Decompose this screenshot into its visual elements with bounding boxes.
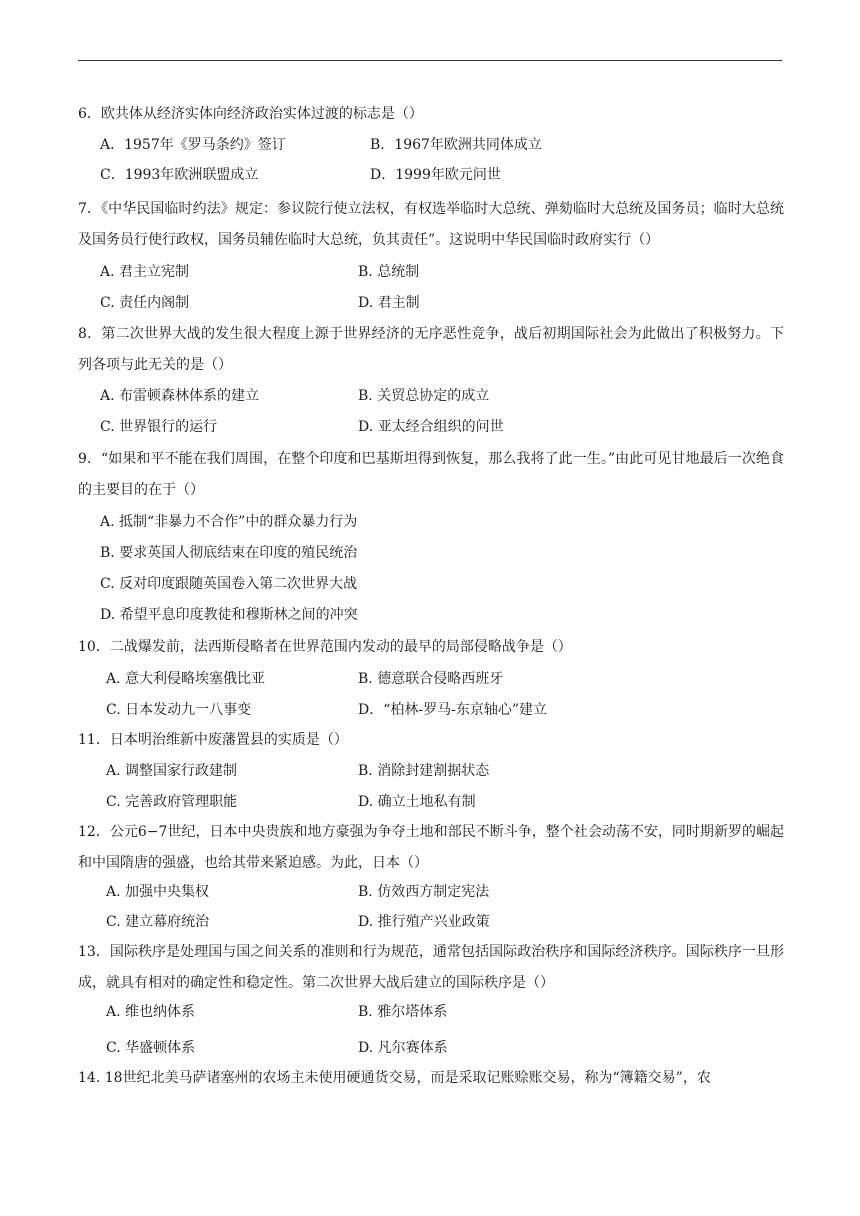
question-13-option-c: C. 华盛顿体系 xyxy=(106,1040,196,1056)
question-12-option-d: D. 推行殖产兴业政策 xyxy=(358,914,490,930)
question-10-stem: 10．二战爆发前，法西斯侵略者在世界范围内发动的最早的局部侵略战争是（） xyxy=(78,639,572,655)
question-14-stem: 14. 18世纪北美马萨诸塞州的农场主未使用硬通货交易，而是采取记账赊账交易，称为“簿籍交易”，农 xyxy=(78,1070,711,1086)
question-9-option-b: B. 要求英国人彻底结束在印度的殖民统治 xyxy=(100,545,358,561)
question-7-option-d: D. 君主制 xyxy=(358,295,420,311)
question-11-option-a: A. 调整国家行政建制 xyxy=(106,763,238,779)
question-11-option-c: C. 完善政府管理职能 xyxy=(106,794,238,810)
question-13-stem: 13．国际秩序是处理国与国之间关系的准则和行为规范，通常包括国际政治秩序和国际经济秩序。国际秩序一旦形成，就具有相对的确定性和稳定性。第二次世界大战后建立的国际秩序是（） xyxy=(78,944,784,991)
question-8-option-b: B. 关贸总协定的成立 xyxy=(358,388,490,404)
question-8-option-c: C. 世界银行的运行 xyxy=(100,419,218,435)
question-7-option-b: B. 总统制 xyxy=(358,264,420,280)
question-9-option-c: C. 反对印度跟随英国卷入第二次世界大战 xyxy=(100,576,358,592)
question-13-option-b: B. 雅尔塔体系 xyxy=(358,1004,448,1020)
question-9-option-d: D. 希望平息印度教徒和穆斯林之间的冲突 xyxy=(100,607,358,623)
question-10-option-a: A. 意大利侵略埃塞俄比亚 xyxy=(106,671,266,687)
question-7-option-c: C. 责任内阁制 xyxy=(100,295,190,311)
question-12-stem: 12．公元6−7世纪，日本中央贵族和地方豪强为争夺土地和部民不断斗争，整个社会动荡不安，同时期新罗的崛起和中国隋唐的强盛，也给其带来紧迫感。为此，日本（） xyxy=(78,824,784,871)
question-7-stem: 7．《中华民国临时约法》规定：参议院行使立法权，有权选举临时大总统、弹劾临时大总统及国务员；临时大总统及国务员行使行政权，国务员辅佐临时大总统，负其责任”。这说明中华民国临时政府实行（） xyxy=(78,201,784,248)
question-9-option-a: A. 抵制“非暴力不合作”中的群众暴力行为 xyxy=(100,514,358,530)
question-11-stem: 11．日本明治维新中废藩置县的实质是（） xyxy=(78,732,348,748)
question-6-option-d: D．1999年欧元问世 xyxy=(370,167,501,183)
header-rule xyxy=(78,60,782,61)
question-13-option-a: A. 维也纳体系 xyxy=(106,1004,196,1020)
question-6-option-a: A．1957年《罗马条约》签订 xyxy=(100,137,286,153)
question-10-option-c: C. 日本发动九一八事变 xyxy=(106,702,252,718)
question-6-stem: 6．欧共体从经济实体向经济政治实体过渡的标志是（） xyxy=(78,106,423,122)
question-6-option-b: B．1967年欧洲共同体成立 xyxy=(370,137,542,153)
question-8-option-d: D. 亚太经合组织的问世 xyxy=(358,419,504,435)
question-12-option-c: C. 建立幕府统治 xyxy=(106,914,210,930)
question-11-option-b: B. 消除封建割据状态 xyxy=(358,763,490,779)
question-13-option-d: D. 凡尔赛体系 xyxy=(358,1040,448,1056)
question-9-stem: 9．“如果和平不能在我们周围，在整个印度和巴基斯坦得到恢复，那么我将了此一生。”由此可见甘地最后一次绝食的主要目的在于（） xyxy=(78,451,784,498)
question-10-option-d: D．“柏林-罗马-东京轴心”建立 xyxy=(358,702,547,718)
question-6-option-c: C．1993年欧洲联盟成立 xyxy=(100,167,259,183)
question-7-option-a: A. 君主立宪制 xyxy=(100,264,190,280)
question-8-option-a: A. 布雷顿森林体系的建立 xyxy=(100,388,260,404)
question-12-option-a: A. 加强中央集权 xyxy=(106,884,210,900)
question-8-stem: 8．第二次世界大战的发生很大程度上源于世界经济的无序恶性竞争，战后初期国际社会为此做出了积极努力。下列各项与此无关的是（） xyxy=(78,326,784,373)
question-12-option-b: B. 仿效西方制定宪法 xyxy=(358,884,490,900)
question-11-option-d: D. 确立土地私有制 xyxy=(358,794,476,810)
question-10-option-b: B. 德意联合侵略西班牙 xyxy=(358,671,504,687)
